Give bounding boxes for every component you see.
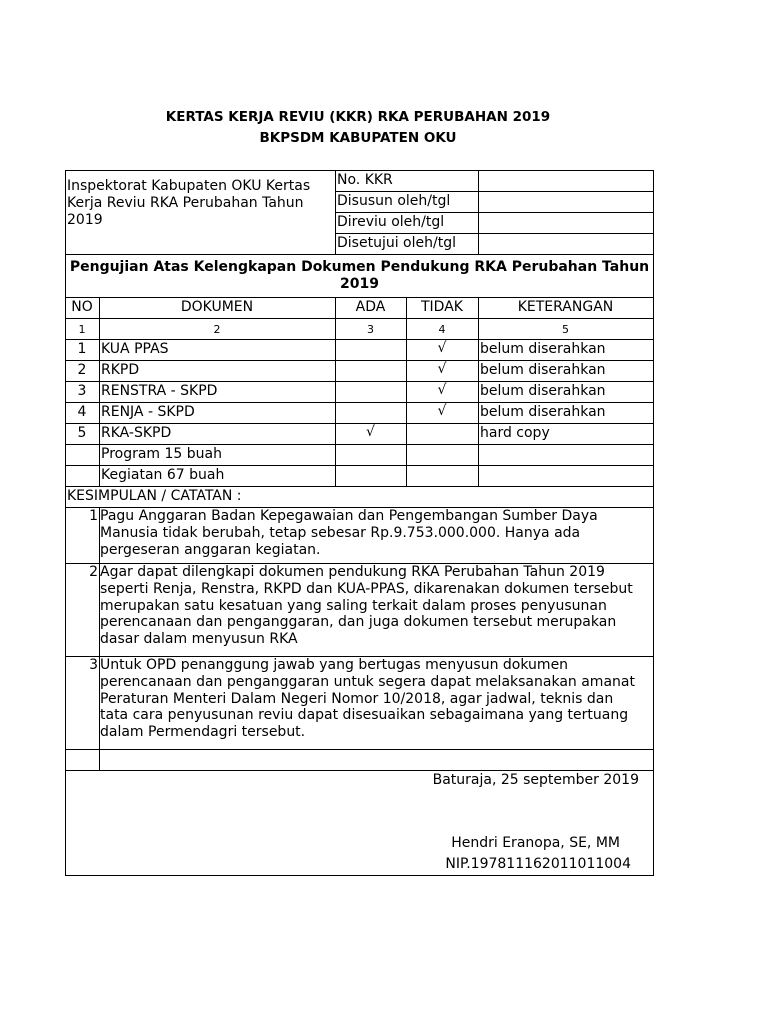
signature-name: Hendri Eranopa, SE, MM xyxy=(451,835,620,851)
keterangan-text: belum diserahkan xyxy=(480,362,606,378)
empty-no-cell xyxy=(65,749,100,771)
table-cell xyxy=(478,444,654,466)
keterangan-text: belum diserahkan xyxy=(480,383,606,399)
row-number: 1 xyxy=(77,341,87,357)
col-number: 3 xyxy=(367,323,374,336)
table-cell xyxy=(65,465,100,487)
header-field-label: No. KKR xyxy=(337,172,393,188)
col-number: 4 xyxy=(438,323,446,336)
row-number: 4 xyxy=(77,404,87,420)
conclusion-text: Agar dapat dilengkapi dokumen pendukung RKA Perubahan Tahun 2019 seperti Renja, Renstra, RKPD dan KUA-PPAS, dikarenakan dokumen tersebut merupakan satu kesatuan yang saling terkait dalam proses penyusunan perencanaan dan penganggaran, dan juga dokumen tersebut merupakan dasar dalam menyusun RKA xyxy=(100,564,633,648)
col-number: 2 xyxy=(213,323,221,336)
conclusion-number: 3 xyxy=(89,657,98,673)
header-field-value-cell xyxy=(478,233,654,255)
row-number: 2 xyxy=(77,362,87,378)
document-title: KERTAS KERJA REVIU (KKR) RKA PERUBAHAN 2019 xyxy=(165,109,551,125)
signature-nip: NIP.197811162011011004 xyxy=(445,856,631,872)
document-name: RENJA - SKPD xyxy=(101,404,195,420)
col-no-header-label: NO xyxy=(71,299,93,315)
header-field-value-cell xyxy=(478,170,654,192)
conclusion-number: 2 xyxy=(89,564,98,580)
table-cell xyxy=(406,444,479,466)
ada-check-icon: √ xyxy=(366,424,375,440)
table-cell xyxy=(406,423,479,445)
col-number: 1 xyxy=(78,323,86,336)
keterangan-text: belum diserahkan xyxy=(480,404,606,420)
document-name: Kegiatan 67 buah xyxy=(101,467,225,483)
document-name: Program 15 buah xyxy=(101,446,222,462)
tidak-check-icon: √ xyxy=(437,361,447,377)
col-tidak-header-label: TIDAK xyxy=(421,299,463,315)
tidak-check-icon: √ xyxy=(437,340,447,356)
col-keterangan-header-label: KETERANGAN xyxy=(517,299,614,315)
table-cell xyxy=(65,444,100,466)
table-cell xyxy=(335,465,407,487)
inspektorat-label: Inspektorat Kabupaten OKU Kertas Kerja Reviu RKA Perubahan Tahun 2019 xyxy=(67,178,311,228)
document-name: RENSTRA - SKPD xyxy=(101,383,218,399)
col-dokumen-header-label: DOKUMEN xyxy=(180,299,254,315)
document-name: RKPD xyxy=(101,362,140,378)
empty-text-cell xyxy=(99,749,654,771)
conclusion-text: Untuk OPD penanggung jawab yang bertugas menyusun dokumen perencanaan dan penganggaran untuk segera dapat melaksanakan amanat Peraturan Menteri Dalam Negeri Nomor 10/2018, agar jadwal, teknis dan tata cara penyusunan reviu dapat disesuaikan sebagaimana yang tertuang dalam Permendagri tersebut. xyxy=(100,657,635,741)
table-cell xyxy=(478,465,654,487)
signature-place-date: Baturaja, 25 september 2019 xyxy=(432,772,639,788)
row-number: 5 xyxy=(77,425,87,441)
document-name: KUA PPAS xyxy=(101,341,169,357)
section-title: Pengujian Atas Kelengkapan Dokumen Pendukung RKA Perubahan Tahun 2019 xyxy=(69,259,650,292)
row-number: 3 xyxy=(77,383,87,399)
table-cell xyxy=(335,339,407,361)
header-field-value-cell xyxy=(478,212,654,234)
document-subtitle: BKPSDM KABUPATEN OKU xyxy=(259,130,457,146)
document-name: RKA-SKPD xyxy=(101,425,172,441)
col-number: 5 xyxy=(562,323,569,336)
table-cell xyxy=(406,465,479,487)
table-cell xyxy=(335,402,407,424)
table-cell xyxy=(335,444,407,466)
tidak-check-icon: √ xyxy=(437,382,447,398)
conclusion-number: 1 xyxy=(89,508,98,524)
header-field-label: Disusun oleh/tgl xyxy=(337,193,451,209)
conclusion-label: KESIMPULAN / CATATAN : xyxy=(67,488,242,504)
table-cell xyxy=(335,360,407,382)
keterangan-text: hard copy xyxy=(480,425,550,441)
keterangan-text: belum diserahkan xyxy=(480,341,606,357)
table-cell xyxy=(335,381,407,403)
col-ada-header-label: ADA xyxy=(355,299,386,315)
header-field-label: Direviu oleh/tgl xyxy=(337,214,445,230)
tidak-check-icon: √ xyxy=(437,403,447,419)
header-field-value-cell xyxy=(478,191,654,213)
header-field-label: Disetujui oleh/tgl xyxy=(337,235,456,251)
conclusion-text: Pagu Anggaran Badan Kepegawaian dan Pengembangan Sumber Daya Manusia tidak berubah, tetap sebesar Rp.9.753.000.000. Hanya ada pergeseran anggaran kegiatan. xyxy=(100,508,598,558)
